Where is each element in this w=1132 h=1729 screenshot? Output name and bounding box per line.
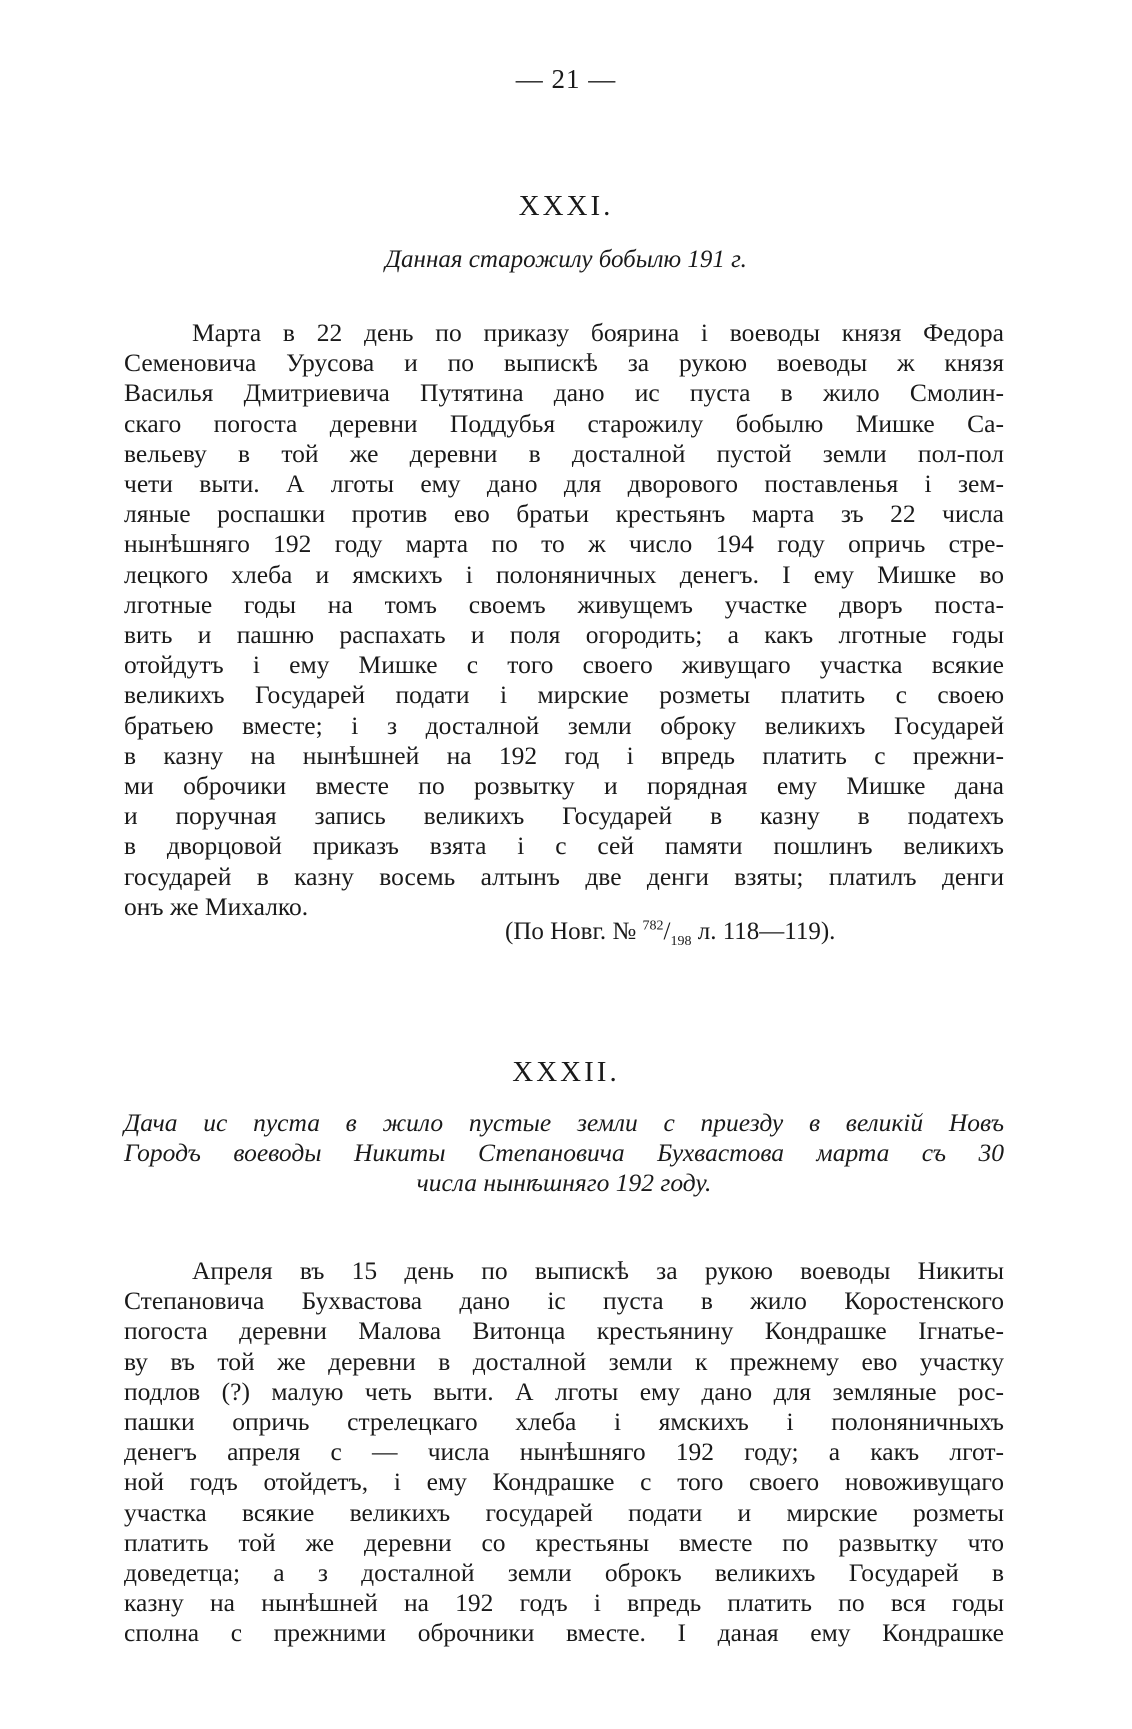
text-line: доведетца; а з досталной земли оброкъ великихъ Государей в — [124, 1558, 1004, 1588]
title-line: Дача ис пуста в жило пустые земли с приезду в великій Новъ — [124, 1108, 1004, 1137]
text-line: великихъ Государей подати і мирские розметы платить с своею — [124, 680, 1004, 710]
text-line: скаго погоста деревни Поддубья старожилу бобылю Мишке Са- — [124, 408, 1004, 438]
text-line: участка всякие великихъ государей подати и мирские розметы — [124, 1497, 1004, 1527]
text-line: онъ же Михалко. — [124, 891, 309, 921]
title-line: числа нынѣшняго 192 году. — [416, 1168, 712, 1197]
section-body — [124, 318, 1004, 922]
text-line: сполна с прежними оброчники вместе. І даная ему Кондрашке — [124, 1618, 1004, 1648]
text-line: ной годъ отойдетъ, і ему Кондрашке с того своего новоживущаго — [124, 1467, 1004, 1497]
text-line: Семеновича Урусова и по выпискѣ за рукою воеводы ж князя — [124, 348, 1004, 378]
section-numeral: XXXII. — [512, 1056, 620, 1088]
text-line: отойдутъ і ему Мишке с того своего живущаго участка всякие — [124, 650, 1004, 680]
section-subtitle: Данная старожилу бобылю 191 г. — [385, 246, 747, 273]
text-line: и поручная запись великихъ Государей в казну в податехъ — [124, 801, 1004, 831]
text-line: ляные роспашки против ево братьи крестьянъ марта зъ 22 числа — [124, 499, 1004, 529]
text-line: братьею вместе; і з досталной земли оброку великихъ Государей — [124, 710, 1004, 740]
text-line: лготные годы на томъ своемъ живущемъ участке дворъ поста- — [124, 589, 1004, 619]
text-line: вельеву в той же деревни в досталной пустой земли пол-пол — [124, 438, 1004, 468]
citation-numerator: 782 — [642, 918, 664, 934]
text-line: подлов (?) малую четь выти. А лготы ему дано для земляные рос- — [124, 1376, 1004, 1406]
archive-citation: (По Новг. № $^{782}/_{198}$ л. 118—119). — [505, 918, 836, 949]
page-number: — 21 — — [515, 64, 617, 94]
text-line: в казну на нынѣшней на 192 год і впредь платить с прежни- — [124, 740, 1004, 770]
text-line: Марта в 22 день по приказу боярина і воеводы князя Федора — [192, 318, 1004, 347]
text-line: казну на нынѣшней на 192 годъ і впредь платить по вся годы — [124, 1588, 1004, 1618]
text-line: ми оброчики вместе по розвытку и порядная ему Мишке дана — [124, 771, 1004, 801]
text-line: Степановича Бухвастова дано іс пуста в жило Коростенского — [124, 1286, 1004, 1316]
citation-suffix: л. 118—119). — [697, 918, 836, 945]
citation-prefix: (По Новг. № — [505, 918, 637, 945]
text-line: Василья Дмитриевича Путятина дано ис пуста в жило Смолин- — [124, 378, 1004, 408]
text-line: платить той же деревни со крестьяны вместе по развытку что — [124, 1527, 1004, 1557]
text-line: государей в казну восемь алтынъ две денги взяты; платилъ денги — [124, 861, 1004, 891]
text-line: в дворцовой приказъ взята і с сей памяти пошлинъ великихъ — [124, 831, 1004, 861]
text-line: лецкого хлеба и ямскихъ і полоняничных денегъ. І ему Мишке во — [124, 559, 1004, 589]
text-line: погоста деревни Малова Витонца крестьянину Кондрашке Ігнатье- — [124, 1316, 1004, 1346]
citation-denominator: 198 — [670, 934, 692, 949]
text-line: пашки опричь стрелецкаго хлеба і ямскихъ і полоняничныхъ — [124, 1407, 1004, 1437]
text-line: нынѣшняго 192 году марта по то ж число 194 году опричь стре- — [124, 529, 1004, 559]
text-line: Апреля въ 15 день по выпискѣ за рукою воеводы Никиты — [192, 1256, 1004, 1285]
text-line: денегъ апреля с — числа нынѣшняго 192 году; а какъ лгот- — [124, 1437, 1004, 1467]
text-line: ву въ той же деревни в досталной земли к прежнему ево участку — [124, 1346, 1004, 1376]
title-line: Городъ воеводы Никиты Степановича Бухвастова марта съ 30 — [124, 1138, 1004, 1167]
section-title — [124, 1108, 1004, 1198]
text-line: вить и пашню распахать и поля огородить; а какъ лготные годы — [124, 620, 1004, 650]
text-line: чети выти. А лготы ему дано для дворового поставленья і зем- — [124, 469, 1004, 499]
section-body — [124, 1256, 1004, 1649]
section-numeral: XXXI. — [518, 190, 614, 222]
